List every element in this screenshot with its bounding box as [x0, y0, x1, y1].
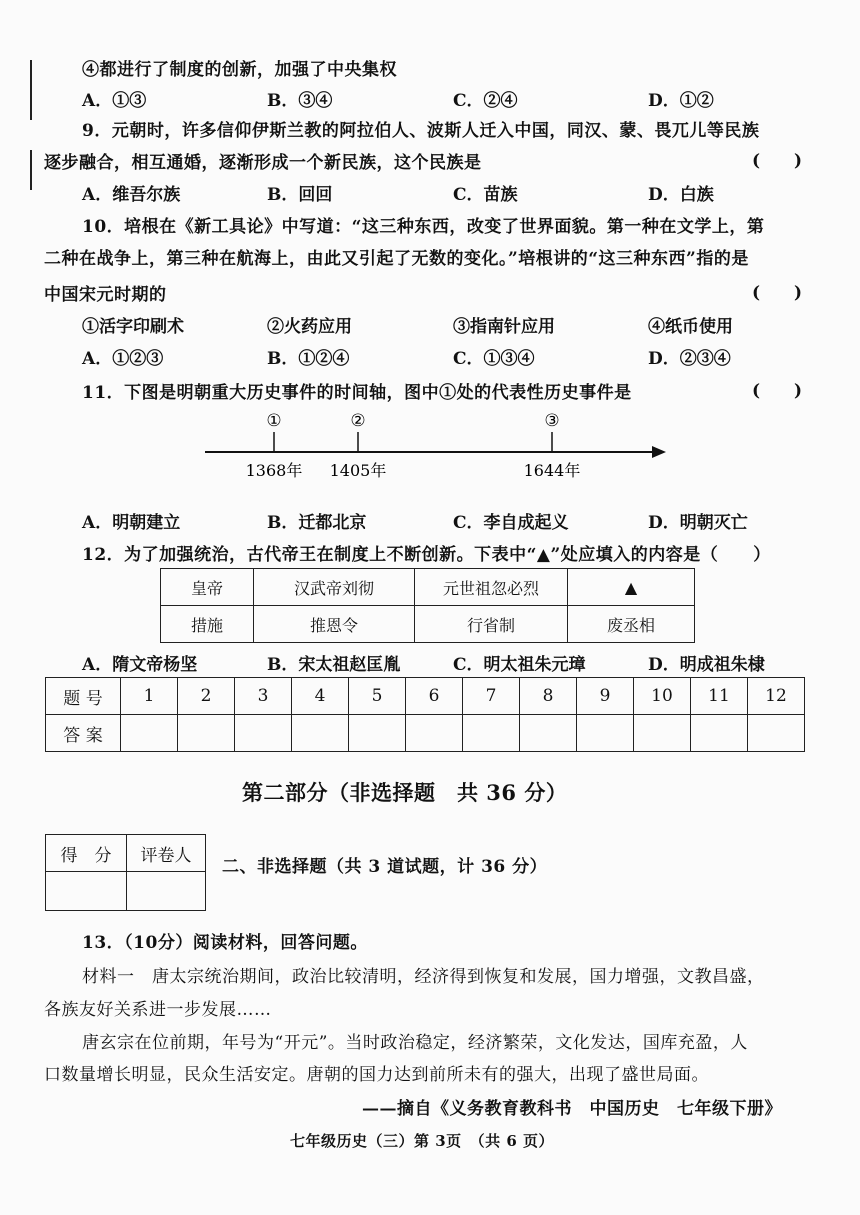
question-number: 5	[349, 678, 406, 715]
q12-cell: 汉武帝刘彻	[254, 569, 415, 606]
q8-choice-c: C．②④	[453, 91, 518, 111]
q10-choice-c: C．①③④	[453, 349, 535, 369]
q10-stem-line3: 中国宋元时期的	[44, 285, 167, 305]
q12-cell: 行省制	[415, 606, 568, 643]
answer-cell[interactable]	[634, 715, 691, 752]
q9-choice-b: B．回回	[267, 185, 333, 205]
q12-table	[160, 568, 695, 643]
answer-table-label: 答 案	[46, 715, 121, 752]
question-number: 1	[121, 678, 178, 715]
q10-choice-d: D．②③④	[648, 349, 731, 369]
question-number: 3	[235, 678, 292, 715]
score-box	[45, 834, 206, 911]
q9-choice-c: C．苗族	[453, 185, 518, 205]
q12-choice-b: B．宋太祖赵匡胤	[267, 655, 401, 675]
q12-choice-d: D．明成祖朱棣	[648, 655, 765, 675]
answer-table-header: 题 号	[46, 678, 121, 715]
answer-cell[interactable]	[292, 715, 349, 752]
q10-choice-a: A．①②③	[82, 349, 164, 369]
q13-title: 13．（10分）阅读材料，回答问题。	[82, 933, 368, 953]
q12-cell: 废丞相	[568, 606, 695, 643]
q11-choice-c: C．李自成起义	[453, 513, 569, 533]
scan-mark	[30, 60, 32, 120]
timeline-year-1: 1368年	[245, 461, 303, 480]
q10-item-4: ④纸币使用	[648, 317, 733, 337]
timeline-mark-1: ①	[266, 411, 282, 431]
answer-cell[interactable]	[463, 715, 520, 752]
timeline-year-2: 1405年	[329, 461, 387, 480]
q9-choice-a: A．维吾尔族	[82, 185, 181, 205]
q10-stem-line2: 二种在战争上，第三种在航海上，由此又引起了无数的变化。”培根讲的“这三种东西”指的是	[44, 249, 749, 269]
q9-stem-line2: 逐步融合，相互通婚，逐渐形成一个新民族，这个民族是	[44, 153, 482, 173]
question-number: 4	[292, 678, 349, 715]
q12-cell: ▲	[568, 569, 695, 606]
timeline	[200, 408, 680, 488]
timeline-year-3: 1644年	[523, 461, 581, 480]
page-footer: 七年级历史（三）第 3页 （共 6 页）	[290, 1132, 555, 1150]
question-number: 12	[748, 678, 805, 715]
q11-stem: 11．下图是明朝重大历史事件的时间轴，图中①处的代表性历史事件是	[82, 383, 632, 403]
part2-title: 第二部分（非选择题 共 36 分）	[242, 780, 568, 805]
q12-stem: 12．为了加强统治，古代帝王在制度上不断创新。下表中“▲”处应填入的内容是（ ）	[82, 545, 771, 565]
q12-choice-c: C．明太祖朱元璋	[453, 655, 586, 675]
q12-cell: 推恩令	[254, 606, 415, 643]
part2-section-heading: 二、非选择题（共 3 道试题，计 36 分）	[222, 857, 548, 877]
q13-material1-line3: 唐玄宗在位前期，年号为“开元”。当时政治稳定，经济繁荣，文化发达，国库充盈，人	[82, 1033, 748, 1053]
q12-cell: 皇帝	[161, 569, 254, 606]
q8-choice-a: A．①③	[82, 91, 147, 111]
q13-source: ——摘自《义务教育教科书 中国历史 七年级下册》	[362, 1099, 782, 1119]
q11-answer-paren: ( )	[752, 381, 803, 401]
q11-choice-b: B．迁都北京	[267, 513, 367, 533]
question-number: 2	[178, 678, 235, 715]
answer-cell[interactable]	[406, 715, 463, 752]
q13-material1-line1: 材料一 唐太宗统治期间，政治比较清明，经济得到恢复和发展，国力增强，文教昌盛，	[82, 967, 765, 987]
q11-choice-d: D．明朝灭亡	[648, 513, 748, 533]
question-number: 7	[463, 678, 520, 715]
question-number: 9	[577, 678, 634, 715]
q10-item-2: ②火药应用	[267, 317, 352, 337]
q10-answer-paren: ( )	[752, 283, 803, 303]
q9-answer-paren: ( )	[752, 151, 803, 171]
answer-cell[interactable]	[349, 715, 406, 752]
answer-cell[interactable]	[121, 715, 178, 752]
q12-cell: 措施	[161, 606, 254, 643]
answer-cell[interactable]	[178, 715, 235, 752]
answer-cell[interactable]	[748, 715, 805, 752]
grader-input[interactable]	[127, 872, 206, 911]
score-input[interactable]	[46, 872, 127, 911]
answer-cell[interactable]	[520, 715, 577, 752]
timeline-mark-3: ③	[544, 411, 560, 431]
q10-choice-b: B．①②④	[267, 349, 350, 369]
grader-label: 评卷人	[127, 835, 206, 872]
q10-item-3: ③指南针应用	[453, 317, 555, 337]
question-number: 8	[520, 678, 577, 715]
answer-cell[interactable]	[691, 715, 748, 752]
answer-cell[interactable]	[577, 715, 634, 752]
answer-table	[45, 677, 805, 752]
timeline-arrow-icon	[652, 446, 666, 458]
scan-mark	[30, 150, 32, 190]
q11-choice-a: A．明朝建立	[82, 513, 181, 533]
question-number: 11	[691, 678, 748, 715]
q8-choice-b: B．③④	[267, 91, 333, 111]
q9-choice-d: D．白族	[648, 185, 714, 205]
score-label: 得 分	[46, 835, 127, 872]
q10-stem-line1: 10．培根在《新工具论》中写道：“这三种东西，改变了世界面貌。第一种在文学上，第	[82, 217, 765, 237]
answer-cell[interactable]	[235, 715, 292, 752]
q12-choice-a: A．隋文帝杨坚	[82, 655, 198, 675]
q9-stem-line1: 9．元朝时，许多信仰伊斯兰教的阿拉伯人、波斯人迁入中国，同汉、蒙、畏兀儿等民族	[82, 121, 760, 141]
q13-material1-line4: 口数量增长明显，民众生活安定。唐朝的国力达到前所未有的强大，出现了盛世局面。	[44, 1065, 709, 1085]
q8-choice-d: D．①②	[648, 91, 714, 111]
timeline-mark-2: ②	[350, 411, 366, 431]
question-number: 6	[406, 678, 463, 715]
q12-cell: 元世祖忽必烈	[415, 569, 568, 606]
q8-option4: ④都进行了制度的创新，加强了中央集权	[82, 60, 397, 80]
q13-material1-line2: 各族友好关系进一步发展……	[44, 1000, 272, 1020]
question-number: 10	[634, 678, 691, 715]
q10-item-1: ①活字印刷术	[82, 317, 184, 337]
